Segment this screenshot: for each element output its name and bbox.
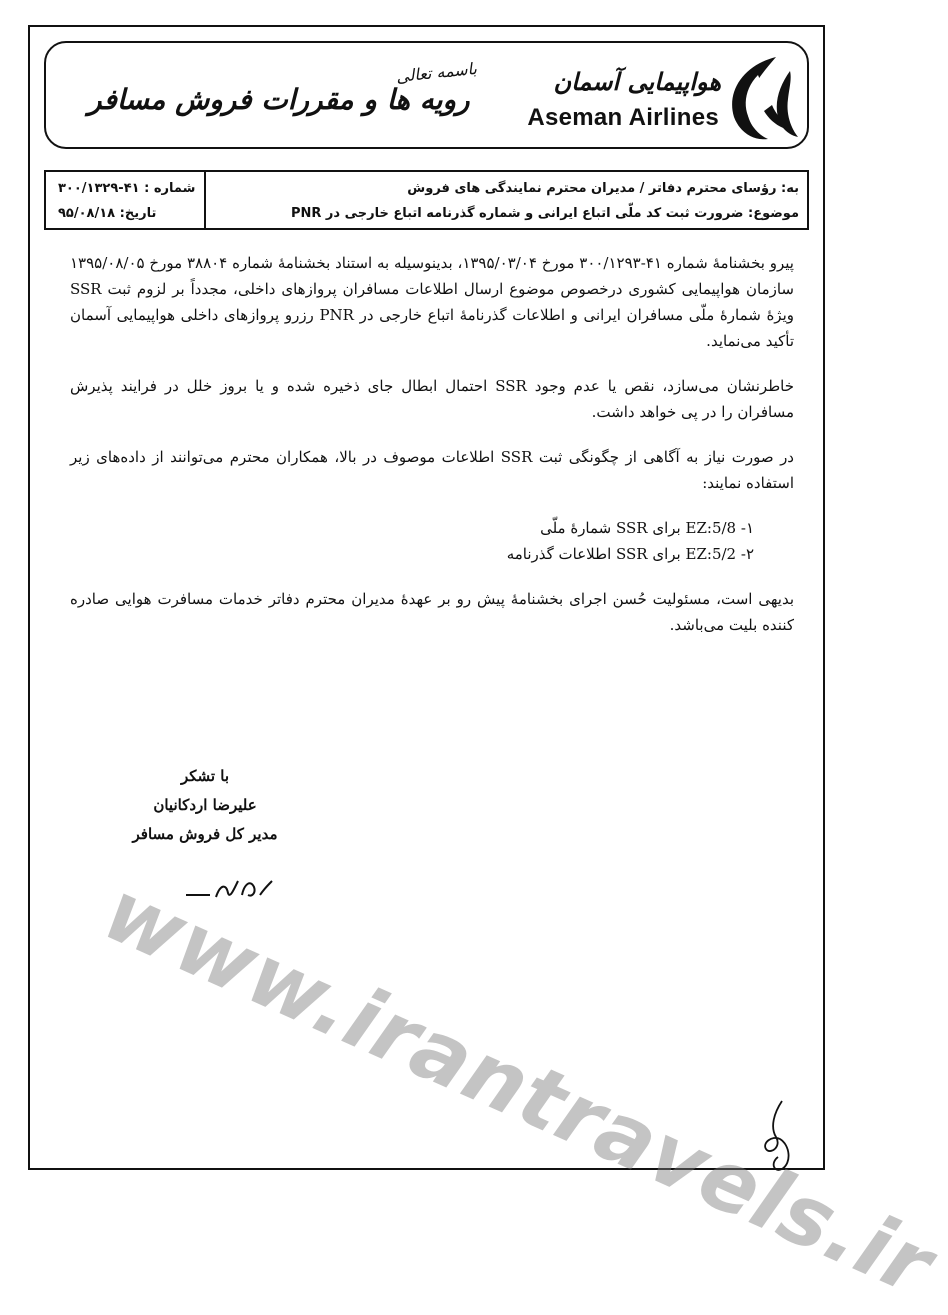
airline-name-persian: هواپیمایی آسمان bbox=[553, 67, 721, 96]
website-watermark: www.irantravels.ir bbox=[90, 861, 948, 1315]
paragraph-responsibility: بدیهی است، مسئولیت حُسن اجرای بخشنامهٔ پیش رو بر عهدهٔ مدیران محترم دفاتر خدمات مسافرت هوایی صادره کننده بلیت می‌باشد. bbox=[70, 590, 794, 634]
initials-mark bbox=[760, 1097, 800, 1177]
department-title: رویه ها و مقررات فروش مسافر bbox=[88, 83, 470, 116]
letter-date: تاریخ: ۹۵/۰۸/۱۸ bbox=[58, 206, 157, 221]
letter-number: شماره : ۴۱-۳۰۰/۱۳۲۹ bbox=[58, 181, 196, 196]
subject-line: موضوع: ضرورت ثبت کد ملّی اتباع ایرانی و شماره گذرنامه اتباع خارجی در PNR bbox=[290, 206, 799, 221]
handwritten-signature bbox=[180, 859, 290, 909]
letterhead bbox=[44, 41, 809, 149]
airline-name-english: Aseman Airlines bbox=[527, 104, 719, 131]
letter-meta bbox=[44, 170, 809, 230]
meta-divider bbox=[204, 172, 206, 228]
recipient-line: به: رؤسای محترم دفاتر / مدیران محترم نمایندگی های فروش bbox=[407, 181, 799, 196]
closing-block bbox=[105, 762, 305, 849]
list-item: ۲- EZ:5/2 برای SSR اطلاعات گذرنامه bbox=[506, 545, 754, 563]
invocation-text: باسمه تعالی bbox=[395, 58, 478, 87]
paragraph-warning: خاطرنشان می‌سازد، نقص یا عدم وجود SSR احتمال ابطال جای ذخیره شده و یا بروز خلل در فرایند پذیرش مسافران را در پی خواهد داشت. bbox=[70, 377, 794, 421]
signer-title: مدیر کل فروش مسافر bbox=[132, 825, 278, 843]
list-item: ۱- EZ:5/8 برای SSR شمارهٔ ملّی bbox=[540, 519, 754, 537]
letter-page bbox=[28, 25, 948, 1315]
thanks-text: با تشکر bbox=[180, 767, 230, 785]
letter-body bbox=[70, 250, 794, 657]
paragraph-reference: پیرو بخشنامهٔ شماره ۴۱-۳۰۰/۱۲۹۳ مورخ ۱۳۹۵/۰۳/۰۴، بدینوسیله به استناد بخشنامهٔ شماره ۳۸۸۰۴ مورخ ۱۳۹۵/۰۸/۰۵ سازمان هواپیمایی کشوری درخصوص موضوع ارسال اطلاعات مسافران پروازهای داخلی، مجدداً بر لزوم ثبت SSR ویژهٔ شمارهٔ ملّی مسافران ایرانی و اطلاعات گذرنامهٔ اتباع خارجی در PNR رزرو پروازهای داخلی هواپیمایی آسمان تأکید می‌نماید. bbox=[70, 254, 795, 350]
signer-name: علیرضا اردکانیان bbox=[153, 796, 257, 814]
paragraph-instructions: در صورت نیاز به آگاهی از چگونگی ثبت SSR اطلاعات موصوف در بالا، همکاران محترم می‌توانند از داده‌های زیر استفاده نمایند: bbox=[70, 448, 794, 492]
airline-logo-icon bbox=[714, 51, 804, 143]
